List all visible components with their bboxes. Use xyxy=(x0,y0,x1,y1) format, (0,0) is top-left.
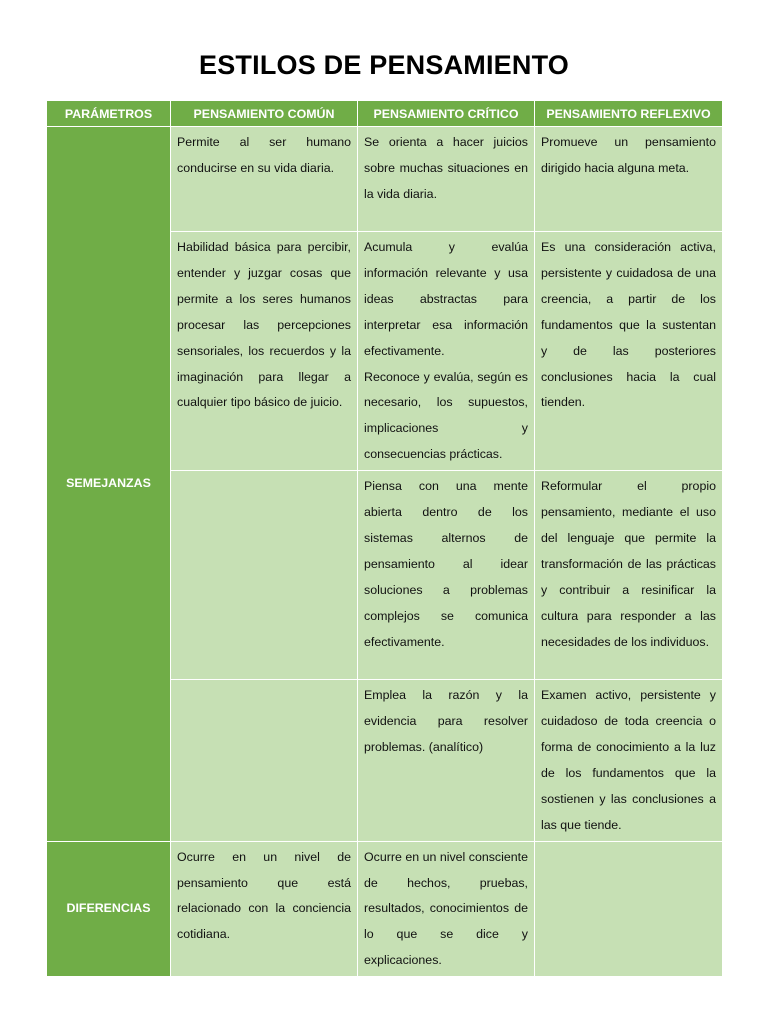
cell-reflexivo: Examen activo, persistente y cuidadoso de toda creencia o forma de conocimiento a la luz de los fundamentos que la sostienen y las conclusiones a las que tiende. xyxy=(535,680,723,841)
cell-reflexivo: Promueve un pensamiento dirigido hacia alguna meta. xyxy=(535,127,723,232)
cell-reflexivo xyxy=(535,841,723,977)
page-title: ESTILOS DE PENSAMIENTO xyxy=(199,50,569,80)
header-pensamiento-reflexivo: PENSAMIENTO REFLEXIVO xyxy=(535,101,723,127)
param-diferencias: DIFERENCIAS xyxy=(47,841,171,977)
cell-critico: Se orienta a hacer juicios sobre muchas situaciones en la vida diaria. xyxy=(358,127,535,232)
cell-critico-paragraph: Reconoce y evalúa, según es necesario, los supuestos, implicaciones y consecuencias prácticas. xyxy=(364,369,528,462)
cell-reflexivo: Reformular el propio pensamiento, mediante el uso del lenguaje que permite la transformación de las prácticas y contribuir a resinificar la cultura para responder a las necesidades de los individuos. xyxy=(535,471,723,680)
table-header-row xyxy=(47,101,723,127)
param-semejanzas: SEMEJANZAS xyxy=(47,127,171,842)
cell-critico-paragraph: Acumula y evalúa información relevante y usa ideas abstractas para interpretar esa información efectivamente. xyxy=(364,240,528,358)
cell-comun xyxy=(171,680,358,841)
cell-comun: Habilidad básica para percibir, entender y juzgar cosas que permite a los seres humanos procesar las percepciones sensoriales, los recuerdos y la imaginación para llegar a cualquier tipo básico de juicio. xyxy=(171,232,358,471)
cell-comun: Permite al ser humano conducirse en su vida diaria. xyxy=(171,127,358,232)
header-parametros: PARÁMETROS xyxy=(47,101,171,127)
thinking-styles-table xyxy=(46,100,723,977)
header-pensamiento-critico: PENSAMIENTO CRÍTICO xyxy=(358,101,535,127)
cell-comun xyxy=(171,471,358,680)
table-row xyxy=(47,127,723,232)
cell-critico: Piensa con una mente abierta dentro de los sistemas alternos de pensamiento al idear soluciones a problemas complejos se comunica efectivamente. xyxy=(358,471,535,680)
cell-critico: Ocurre en un nivel consciente de hechos, pruebas, resultados, conocimientos de lo que se dice y explicaciones. xyxy=(358,841,535,977)
cell-critico: Emplea la razón y la evidencia para resolver problemas. (analítico) xyxy=(358,680,535,841)
cell-reflexivo: Es una consideración activa, persistente y cuidadosa de una creencia, a partir de los fundamentos que la sustentan y de las posteriores conclusiones hacia la cual tienden. xyxy=(535,232,723,471)
table-row xyxy=(47,841,723,977)
cell-comun: Ocurre en un nivel de pensamiento que está relacionado con la conciencia cotidiana. xyxy=(171,841,358,977)
cell-critico xyxy=(358,232,535,471)
header-pensamiento-comun: PENSAMIENTO COMÚN xyxy=(171,101,358,127)
